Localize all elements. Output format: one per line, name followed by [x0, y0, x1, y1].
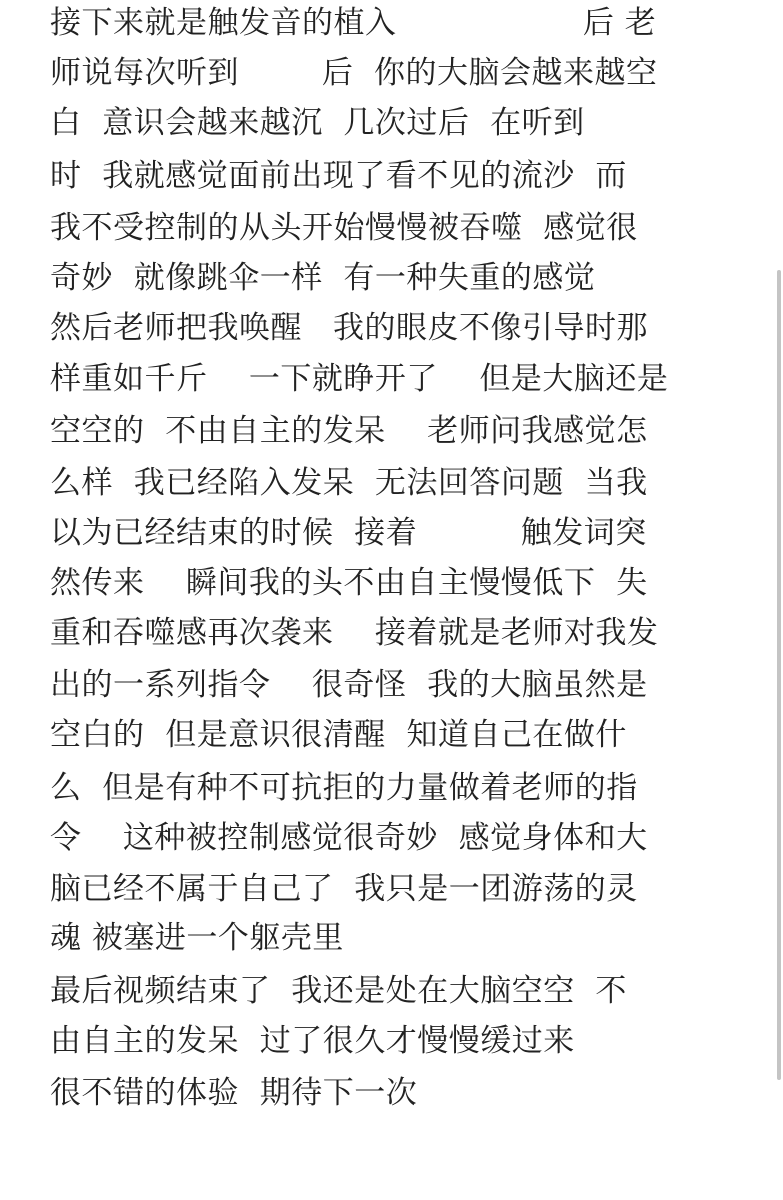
text-line-6: 奇妙 就像跳伞一样 有一种失重的感觉	[50, 260, 596, 296]
text-line-21: 由自主的发呆 过了很久才慢慢缓过来	[50, 1023, 575, 1059]
text-line-7: 然后老师把我唤醒 我的眼皮不像引导时那	[50, 310, 649, 346]
text-line-15: 空白的 但是意识很清醒 知道自己在做什	[50, 717, 627, 753]
text-line-19: 魂 被塞进一个躯壳里	[50, 920, 344, 956]
text-line-16: 么 但是有种不可抗拒的力量做着老师的指	[50, 770, 638, 806]
text-line-5: 我不受控制的从头开始慢慢被吞噬 感觉很	[50, 210, 638, 246]
text-line-12: 然传来 瞬间我的头不由自主慢慢低下 失	[50, 565, 648, 601]
text-line-18: 脑已经不属于自己了 我只是一团游荡的灵	[50, 871, 638, 907]
text-line-13: 重和吞噬感再次袭来 接着就是老师对我发	[50, 615, 659, 651]
scrollbar-thumb[interactable]	[777, 270, 781, 1080]
text-line-1: 接下来就是触发音的植入 后 老	[50, 5, 657, 41]
text-line-3: 白 意识会越来越沉 几次过后 在听到	[50, 105, 585, 141]
text-line-4: 时 我就感觉面前出现了看不见的流沙 而	[50, 158, 627, 194]
text-line-2: 师说每次听到 后 你的大脑会越来越空	[50, 55, 658, 91]
text-line-10: 么样 我已经陷入发呆 无法回答问题 当我	[50, 465, 648, 501]
text-line-22: 很不错的体验 期待下一次	[50, 1075, 418, 1111]
text-line-17: 令 这种被控制感觉很奇妙 感觉身体和大	[50, 820, 648, 856]
text-line-11: 以为已经结束的时候 接着 触发词突	[50, 515, 647, 551]
text-line-14: 出的一系列指令 很奇怪 我的大脑虽然是	[50, 667, 648, 703]
text-line-20: 最后视频结束了 我还是处在大脑空空 不	[50, 973, 627, 1009]
text-line-9: 空空的 不由自主的发呆 老师问我感觉怎	[50, 413, 648, 449]
text-line-8: 样重如千斤 一下就睁开了 但是大脑还是	[50, 361, 669, 397]
